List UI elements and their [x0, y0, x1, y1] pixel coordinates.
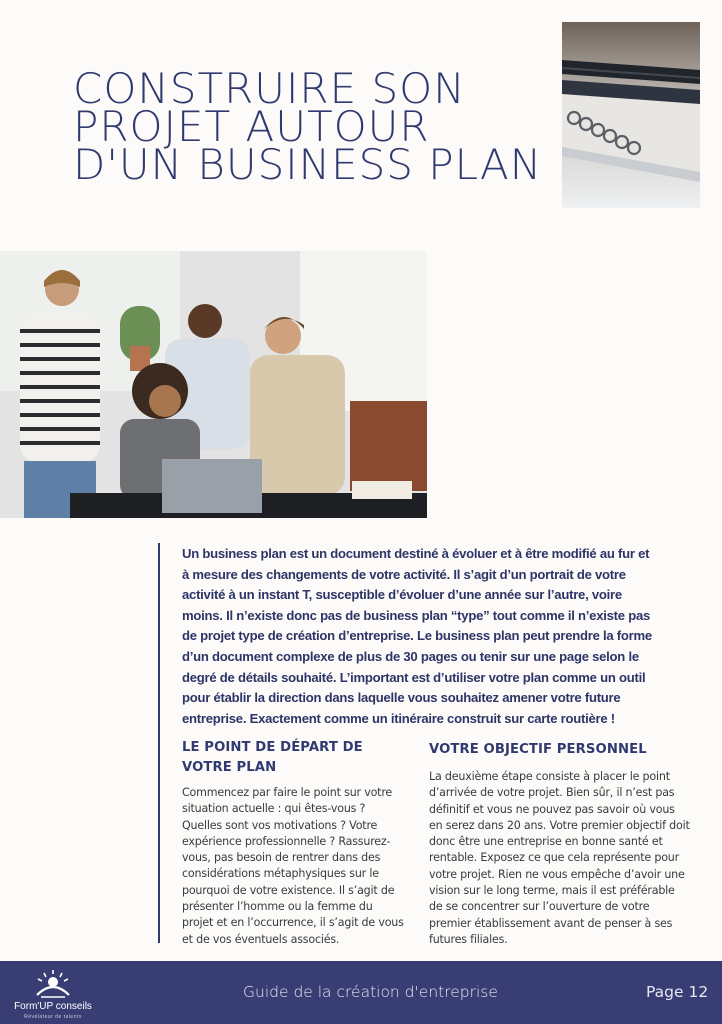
page-footer [0, 961, 722, 1024]
logo-name: Form'UP conseils [14, 1001, 92, 1012]
logo-tagline: Révélateur de talents [24, 1014, 82, 1020]
notebook-photo [562, 22, 700, 208]
intro-paragraph: Un business plan est un document destiné à évoluer et à être modifié au fur et à mesure des changements de votre activité. Il s’agit d’un portrait de votre activité à un instant T, susceptible d’évoluer d’une année sur l’autre, voire moins. Il n’existe donc pas de business plan “type” tout comme il n’existe pas de projet type de création d’entreprise. Le business plan peut prendre la forme d’un document complexe de plus de 30 pages ou tenir sur une page selon le degré de détails souhaité. L’important est d’utiliser votre plan comme un outil pour établir la direction dans laquelle vous souhaitez amener votre future entreprise. Exactement comme un itinéraire construit sur carte routière ! [182, 546, 652, 726]
page-title: CONSTRUIRE SON PROJET AUTOUR D'UN BUSINESS PLAN [73, 64, 543, 189]
section-heading-personal-goal: VOTRE OBJECTIF PERSONNEL [429, 742, 647, 757]
footer-guide-title: Guide de la création d'entreprise [243, 983, 498, 1001]
company-logo [8, 967, 98, 1019]
team-photo [0, 251, 427, 518]
intro-accent-bar [158, 543, 160, 943]
section-text-personal-goal: La deuxième étape consiste à placer le point d’arrivée de votre projet. Bien sûr, il n’est pas définitif et vous ne pouvez pas savoir où vous en serez dans 20 ans. Votre premier objectif doit donc être une entreprise en bonne santé et rentable. Exposez ce que cela représente pour votre projet. Rien ne vous empêche d’avoir une vision sur le long terme, mais il est préférable de se concentrer sur l’ouverture de votre premier établissement avant de penser à ses futures filiales. [429, 770, 690, 946]
section-text-starting-point: Commencez par faire le point sur votre situation actuelle : qui êtes-vous ? Quelles sont vos motivations ? Votre expérience professionnelle ? Rassurez-vous, pas besoin de rentrer dans des considérations métaphysiques sur le pourquoi de votre existence. Il s’agit de présenter l’homme ou la femme du projet et en l’occurrence, il s’agit de vous et de vos éventuels associés. [182, 786, 404, 946]
page-number: Page 12 [646, 983, 709, 1001]
section-heading-starting-point: LE POINT DE DÉPART DE VOTRE PLAN [182, 740, 363, 775]
logo-emblem-icon [35, 969, 71, 999]
